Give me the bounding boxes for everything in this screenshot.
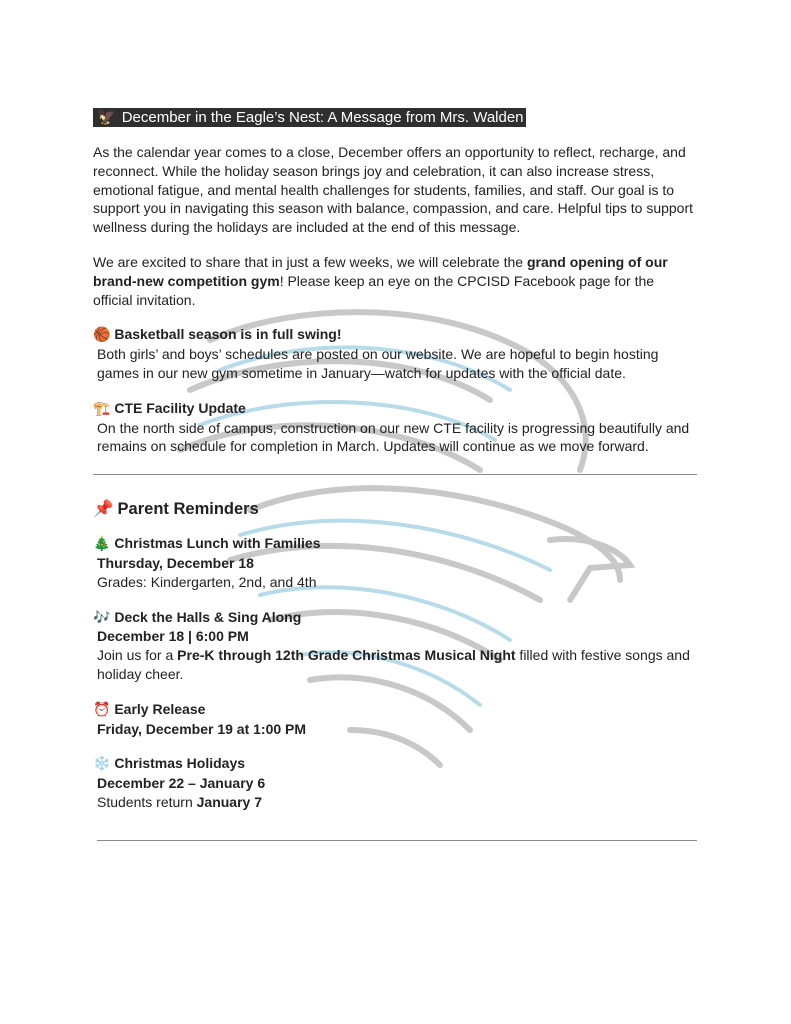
basketball-text: Both girls’ and boys’ schedules are posted on our website. We are hopeful to begin hosting games in our new gym sometime in January—watch for updates with the official date. <box>97 346 659 381</box>
section-title-text: Parent Reminders <box>117 500 259 519</box>
event-detail-bold: January 7 <box>196 793 262 810</box>
page-title-text: December in the Eagle’s Nest: A Message from Mrs. Walden <box>121 109 524 126</box>
intro-p2-bold: grand opening of our brand-new competition gym <box>93 253 668 289</box>
event-deck-the-halls <box>93 608 697 684</box>
cte-title: CTE Facility Update <box>114 399 246 416</box>
event-date-text: Thursday, December 18 <box>97 554 254 571</box>
cte-block <box>93 399 697 456</box>
event-christmas-holidays <box>93 754 697 811</box>
alarm-clock-icon: ⏰ <box>93 701 111 718</box>
divider <box>93 474 697 475</box>
event-date <box>93 774 697 793</box>
event-detail <box>93 793 697 812</box>
event-detail: Grades: Kindergarten, 2nd, and 4th <box>97 573 317 590</box>
basketball-title: Basketball season is in full swing! <box>114 326 342 343</box>
construction-crane-icon: 🏗️ <box>93 400 111 417</box>
event-title: Christmas Holidays <box>114 755 246 772</box>
event-detail-text: Join us for a <box>97 647 178 664</box>
music-notes-icon: 🎶 <box>93 609 111 626</box>
basketball-icon: 🏀 <box>93 327 111 344</box>
event-detail-text: Students return <box>97 793 197 810</box>
event-early-release <box>93 700 697 739</box>
event-date <box>93 627 697 646</box>
event-heading <box>93 534 697 554</box>
event-detail-text-end: filled with festive songs and holiday cheer. <box>97 647 690 682</box>
event-heading <box>93 700 697 720</box>
event-date-text: December 18 | 6:00 PM <box>97 628 249 645</box>
snowflake-icon: ❄️ <box>93 756 111 773</box>
intro-p2-text: We are excited to share that in just a few weeks, we will celebrate the <box>93 253 527 270</box>
event-christmas-lunch <box>93 534 697 591</box>
event-heading <box>93 608 697 628</box>
basketball-heading <box>93 325 697 345</box>
divider-bottom <box>97 840 697 841</box>
event-date <box>93 554 697 573</box>
intro-paragraph-2 <box>93 253 697 309</box>
cte-text: On the north side of campus, construction on our new CTE facility is progressing beautifully and remains on schedule for completion in March. Updates will continue as we move forward. <box>97 419 690 455</box>
event-title: Deck the Halls & Sing Along <box>114 608 302 625</box>
page-title <box>93 108 526 127</box>
cte-heading <box>93 399 697 419</box>
event-detail-bold: Pre-K through 12th Grade Christmas Musical Night <box>177 647 516 664</box>
event-date <box>93 720 697 739</box>
section-title-parent-reminders <box>93 498 697 520</box>
basketball-block <box>93 325 697 382</box>
intro-paragraph-1: As the calendar year comes to a close, December offers an opportunity to reflect, recharge, and reconnect. While the holiday season brings joy and celebration, it can also increase stress, emotional fatigue, and mental health challenges for students, families, and staff. Our goal is to support you in navigating this season with balance, compassion, and care. Helpful tips to support wellness during the holidays are included at the end of this message. <box>93 144 694 236</box>
intro-p2-text-end: ! Please keep an eye on the CPCISD Facebook page for the official invitation. <box>93 272 655 308</box>
event-date-text: December 22 – January 6 <box>97 775 266 792</box>
newsletter-content <box>93 108 697 841</box>
eagle-icon: 🦅 <box>97 108 116 126</box>
event-date-text: Friday, December 19 at 1:00 PM <box>97 720 307 737</box>
christmas-tree-icon: 🎄 <box>93 536 111 553</box>
event-title: Christmas Lunch with Families <box>114 535 321 552</box>
event-detail <box>93 646 697 684</box>
event-heading <box>93 754 697 774</box>
event-title: Early Release <box>114 700 206 717</box>
pushpin-icon: 📌 <box>93 499 114 519</box>
